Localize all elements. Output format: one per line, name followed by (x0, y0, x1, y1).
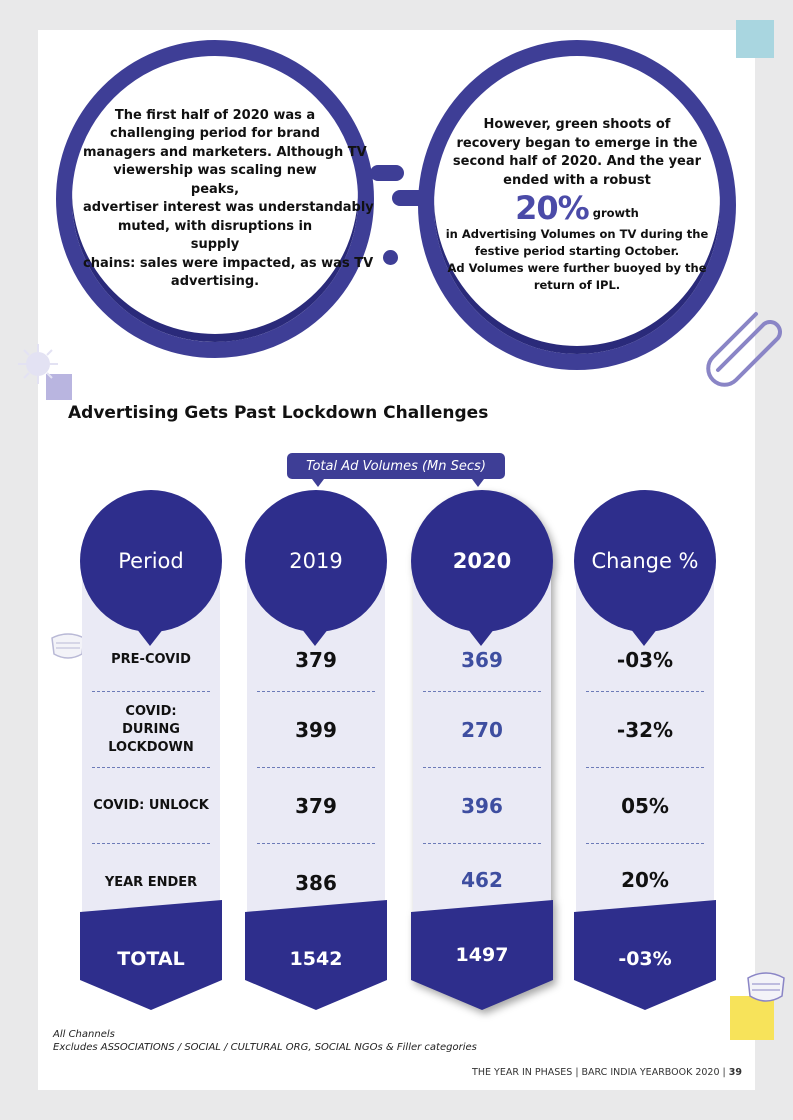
connector-bar (370, 165, 404, 181)
footnote-line: All Channels (53, 1029, 115, 1040)
column-period (80, 490, 226, 1010)
row-divider (257, 767, 375, 768)
change-value: 05% (621, 794, 669, 818)
value-2019: 379 (295, 794, 337, 818)
text-line: However, green shoots of (483, 117, 671, 132)
text-line: chains: sales were impacted, as was TV (83, 255, 374, 271)
total-2020: 1497 (455, 944, 509, 966)
row-divider (92, 767, 210, 768)
intro-bubble-left (56, 40, 374, 358)
highlight-row (452, 190, 702, 226)
period-label (82, 702, 220, 758)
row-divider (423, 843, 541, 844)
period-label-line: DURING (122, 722, 180, 737)
row-divider (423, 691, 541, 692)
text-line: advertiser interest was understandably (83, 200, 374, 215)
row-divider (586, 843, 704, 844)
page-footer (472, 1067, 742, 1078)
intro-bubble-right (418, 40, 736, 370)
period-label: YEAR ENDER (104, 875, 198, 890)
change-value: -03% (616, 648, 674, 672)
banner-pointer-right (472, 479, 484, 487)
row-divider (92, 843, 210, 844)
value-2020: 369 (461, 648, 503, 672)
column-header-period: Period (80, 490, 222, 632)
text-line: in Advertising Volumes on TV during the (445, 227, 709, 241)
text-line: viewership was scaling new peaks, (113, 163, 317, 197)
text-line: managers and marketers. Although TV (83, 144, 367, 160)
virus-icon (12, 340, 64, 388)
change-value: -32% (616, 718, 674, 742)
total-cell (245, 900, 387, 1010)
connector-dot (383, 250, 398, 265)
growth-percentage: 20% (515, 189, 589, 227)
period-label: COVID: UNLOCK (93, 798, 209, 813)
text-line: festive period starting October. (474, 244, 680, 258)
column-header-change: Change % (574, 490, 716, 632)
banner-pointer-left (312, 479, 324, 487)
text-line: The first half of 2020 was a (114, 107, 316, 123)
text-line: challenging period for brand (110, 126, 320, 141)
column-header-2020: 2020 (411, 490, 553, 632)
growth-label: growth (592, 205, 639, 220)
period-label-line: COVID: (125, 704, 177, 719)
period-label-line: LOCKDOWN (108, 740, 194, 755)
text-line: ended with a robust (503, 172, 651, 188)
footnotes (53, 1028, 477, 1054)
value-2020: 462 (461, 868, 503, 892)
column-2020 (411, 490, 557, 1010)
value-2020: 270 (461, 718, 503, 742)
face-mask-icon-right (740, 962, 792, 1012)
total-label: TOTAL (117, 948, 185, 970)
total-cell (574, 900, 716, 1010)
bubble-small-text (445, 226, 709, 294)
total-cell (411, 900, 553, 1010)
text-line: recovery began to emerge in the (456, 135, 698, 151)
value-2019: 379 (295, 648, 337, 672)
total-change: -03% (618, 948, 672, 970)
footer-text: THE YEAR IN PHASES | BARC INDIA YEARBOOK 2020 | (472, 1067, 729, 1078)
paperclip-icon (704, 308, 793, 390)
value-2019: 399 (295, 718, 337, 742)
text-line: Ad Volumes were further buoyed by the (447, 261, 707, 275)
total-2019: 1542 (289, 948, 343, 970)
period-label: PRE-COVID (111, 652, 191, 667)
section-title: Advertising Gets Past Lockdown Challenges (68, 403, 489, 423)
change-value: 20% (621, 868, 669, 892)
value-2019: 386 (295, 871, 337, 895)
row-divider (92, 691, 210, 692)
row-divider (586, 691, 704, 692)
row-divider (586, 767, 704, 768)
column-change (574, 490, 720, 1010)
decor-square-teal (736, 20, 774, 58)
text-line: advertising. (170, 274, 260, 289)
text-line: return of IPL. (533, 278, 621, 292)
column-header-2019: 2019 (245, 490, 387, 632)
total-cell (80, 900, 222, 1010)
column-2019 (245, 490, 391, 1010)
intro-text-right (445, 116, 709, 294)
text-line: muted, with disruptions in supply (117, 218, 313, 252)
footnote-line: Excludes ASSOCIATIONS / SOCIAL / CULTURAL ORG, SOCIAL NGOs & Filler categories (53, 1042, 477, 1053)
value-2020: 396 (461, 794, 503, 818)
row-divider (257, 691, 375, 692)
intro-text-left (83, 107, 374, 292)
ad-volumes-banner: Total Ad Volumes (Mn Secs) (287, 453, 505, 479)
row-divider (423, 767, 541, 768)
text-line: second half of 2020. And the year (452, 154, 702, 169)
page-number: 39 (728, 1067, 742, 1078)
row-divider (257, 843, 375, 844)
